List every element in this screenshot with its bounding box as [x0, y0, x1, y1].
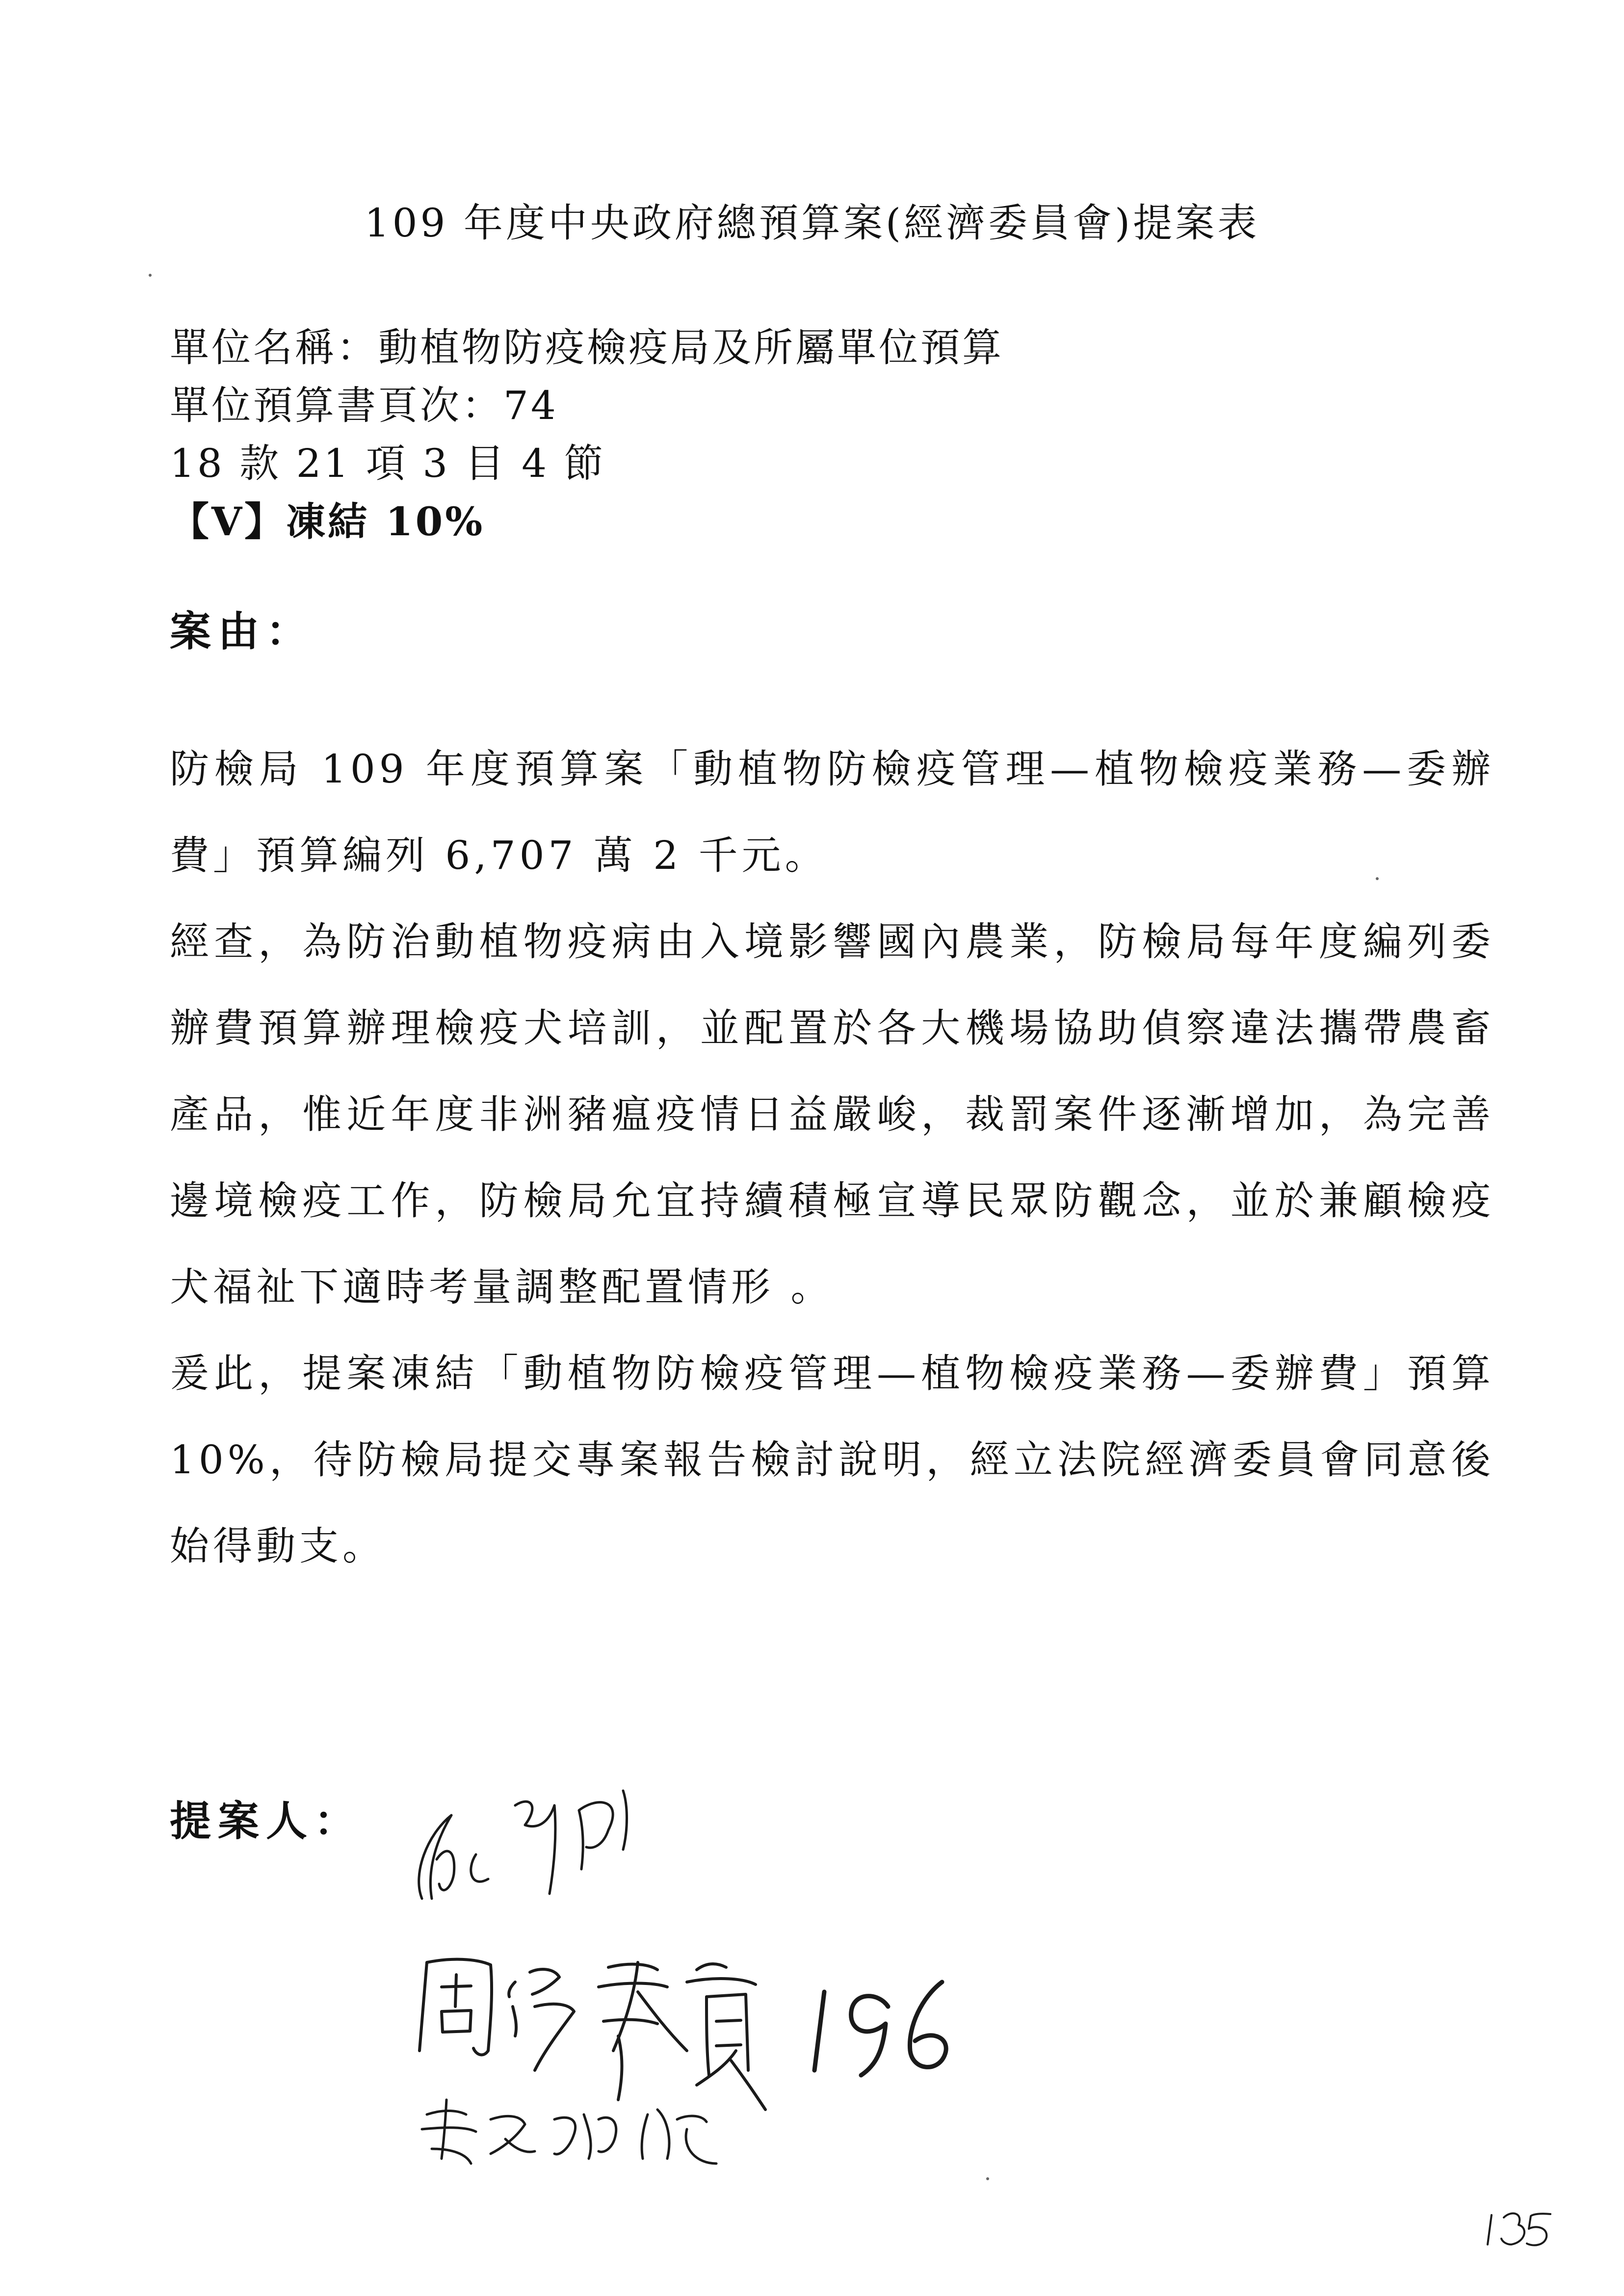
scan-speck: [1376, 877, 1379, 880]
handwritten-signature-3: [422, 2100, 716, 2164]
document-title: 109 年度中央政府總預算案(經濟委員會)提案表: [364, 200, 1260, 246]
handwritten-signature-1: [419, 1791, 627, 1899]
proposer-label: 提案人：: [170, 1797, 363, 1845]
reason-body: [170, 726, 1494, 1590]
scan-speck: [986, 2177, 989, 2180]
page-reference: 單位預算書頁次：74: [170, 383, 558, 428]
handwritten-number: [814, 1982, 946, 2075]
budget-item: 18 款 21 項 3 目 4 節: [170, 441, 606, 486]
unit-name: 單位名稱：動植物防疫檢疫局及所屬單位預算: [170, 325, 1004, 370]
paragraph-2: 經查，為防治動植物疫病由入境影響國內農業，防檢局每年度編列委辦費預算辦理檢疫犬培訓，並配置於各大機場協助偵察違法攜帶農畜產品，惟近年度非洲豬瘟疫情日益嚴峻，裁罰案件逐漸增加，為完善邊境檢疫工作，防檢局允宜持續積極宣導民眾防觀念，並於兼顧檢疫犬福祉下適時考量調整配置情形 。: [170, 919, 1494, 1310]
paragraph-1: 防檢局 109 年度預算案「動植物防檢疫管理—植物檢疫業務—委辦費」預算編列 6,707 萬 2 千元。: [170, 746, 1494, 878]
document-meta: [170, 319, 1004, 550]
proposer-signatures: [393, 1776, 1128, 2178]
freeze-action: 【V】凍結 10%: [170, 498, 485, 545]
handwritten-signature-2: [419, 1959, 765, 2110]
reason-label: 案由：: [170, 607, 314, 655]
scan-speck: [149, 274, 152, 277]
paragraph-3: 爰此，提案凍結「動植物防檢疫管理—植物檢疫業務—委辦費」預算10%，待防檢局提交專案報告檢討說明，經立法院經濟委員會同意後始得動支。: [170, 1351, 1494, 1569]
page-number: [1482, 2205, 1560, 2251]
